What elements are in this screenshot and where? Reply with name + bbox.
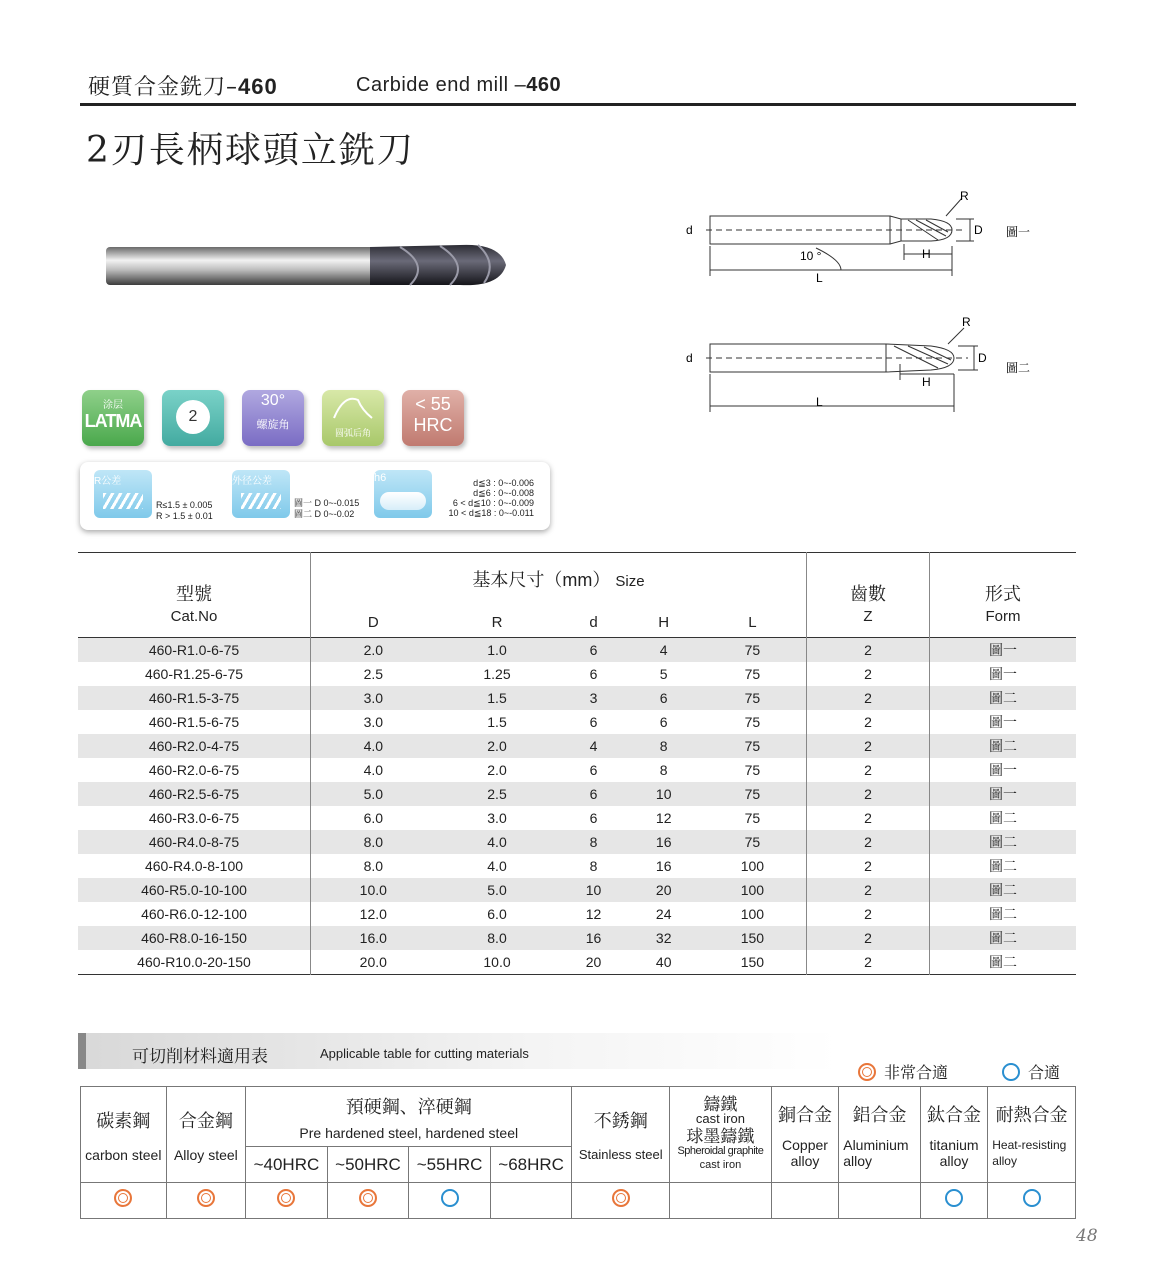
h6-tolerance-icon [374, 470, 432, 518]
table-cell: 6 [589, 810, 598, 826]
table-cell: 4 [558, 734, 628, 758]
hrc-68: ~68HRC [490, 1147, 572, 1183]
table-row [78, 926, 1076, 950]
hardness-unit: HRC [413, 415, 453, 435]
table-cell: 16 [558, 926, 628, 950]
table-cell: 5.0 [436, 878, 559, 902]
col-size-en: Size [615, 573, 645, 590]
hrc-55: ~55HRC [409, 1147, 491, 1183]
mat-carbon-cn: 碳素鋼 [96, 1110, 151, 1132]
table-cell: 460-R1.5-3-75 [78, 686, 311, 710]
col-z-en: Z [807, 607, 930, 638]
mat-alu-en [839, 1137, 920, 1169]
table-cell: 圖二 [930, 950, 1077, 975]
materials-title-en: Applicable table for cutting materials [320, 1046, 529, 1061]
table-cell: 6 [589, 714, 598, 730]
mat-heat-en1: Heat-resisting [992, 1137, 1067, 1152]
fig1-d-label: d [686, 223, 693, 237]
mat-alloy [166, 1087, 246, 1183]
fig2-L-label: L [816, 395, 823, 409]
table-cell: 2 [807, 662, 930, 686]
table-cell: 16 [629, 830, 699, 854]
od-tolerance-label: 外径公差 [232, 476, 272, 487]
materials-table [80, 1086, 1076, 1219]
suitability-cell [670, 1183, 772, 1219]
table-cell: 460-R6.0-12-100 [141, 906, 247, 922]
mat-carbon [81, 1087, 167, 1183]
table-row [78, 686, 1076, 710]
table-cell: 10.0 [483, 954, 511, 970]
table-cell: 12 [655, 810, 672, 826]
table-cell: 6 [589, 762, 598, 778]
table-row [78, 830, 1076, 854]
relief-angle-label: 圆弧后角 [334, 429, 371, 439]
h6-tolerance-label: h6 [374, 472, 387, 484]
header-title-en [356, 74, 561, 97]
table-cell: 2 [807, 926, 930, 950]
table-cell: 6 [558, 782, 628, 806]
col-catno-en: Cat.No [170, 608, 218, 625]
table-cell: 460-R4.0-8-100 [144, 858, 244, 874]
header-rule [80, 103, 1076, 106]
table-cell: 12.0 [311, 902, 436, 926]
table-cell: 2.5 [436, 782, 559, 806]
r-tolerance-icon [94, 470, 152, 518]
table-cell: 12 [585, 906, 602, 922]
table-cell: 8.0 [311, 854, 436, 878]
table-row [78, 854, 1076, 878]
table-row [78, 902, 1076, 926]
header-title-cn [88, 70, 278, 101]
od-tol-line-1: 圖一 D 0~-0.015 [294, 498, 360, 508]
table-cell: 4.0 [487, 858, 507, 874]
header-title-en-text: Carbide end mill – [356, 74, 527, 96]
table-cell: 75 [744, 810, 761, 826]
hrc-40: ~40HRC [246, 1147, 328, 1183]
suitability-cell [246, 1183, 328, 1219]
table-cell: 460-R5.0-10-100 [78, 878, 311, 902]
very-suitable-icon [197, 1189, 215, 1207]
materials-title-accent [78, 1033, 86, 1069]
table-cell: 75 [699, 638, 807, 663]
col-form-en: Form [930, 607, 1077, 638]
page-number: 48 [1076, 1226, 1098, 1246]
table-cell: 20.0 [311, 950, 436, 975]
suitability-cell [988, 1183, 1076, 1219]
h6-tol-line-2: d≦6 : 0~-0.008 [473, 488, 534, 498]
hardness-icon [402, 390, 464, 446]
table-cell: 6 [659, 714, 668, 730]
table-row [78, 878, 1076, 902]
suitable-icon [1023, 1189, 1041, 1207]
table-cell: 460-R2.5-6-75 [78, 782, 311, 806]
suitable-icon [945, 1189, 963, 1207]
mat-hardened-en: Pre hardened steel, hardened steel [299, 1124, 519, 1141]
page-title: 2刃長柄球頭立銑刀 [86, 130, 415, 171]
col-L: L [748, 613, 757, 631]
table-row [78, 710, 1076, 734]
col-size-cn: 基本尺寸（mm） [472, 570, 611, 590]
table-cell: 4.0 [311, 758, 436, 782]
mat-castiron-en1: cast iron [695, 1110, 745, 1126]
mat-copper-cn: 銅合金 [778, 1104, 832, 1126]
end-mill-photo [100, 235, 520, 295]
mat-ti-en1: titanium [929, 1136, 979, 1153]
mat-alloy-en: Alloy steel [173, 1146, 238, 1163]
mat-hardened [246, 1087, 572, 1147]
table-cell: 圖二 [930, 734, 1077, 758]
table-cell: 2 [807, 686, 930, 710]
table-cell: 8.0 [311, 830, 436, 854]
mat-alu-en2: alloy [843, 1152, 873, 1169]
header-model-cn: 460 [238, 74, 278, 99]
fig2-D-label: D [978, 351, 987, 365]
table-cell: 24 [655, 906, 672, 922]
mat-hardened-cn: 預硬鋼、淬硬鋼 [345, 1096, 472, 1118]
table-cell: 4.0 [436, 830, 559, 854]
mat-heat-en2: alloy [992, 1153, 1017, 1168]
fig1-L-label: L [816, 271, 823, 285]
table-cell: 460-R4.0-8-75 [78, 830, 311, 854]
table-row [78, 638, 1076, 663]
table-cell: 2.5 [311, 662, 436, 686]
h6-tol-line-1: d≦3 : 0~-0.006 [473, 478, 534, 488]
suitability-cell [409, 1183, 491, 1219]
table-cell: 460-R1.5-6-75 [148, 714, 240, 730]
fig1-H-label: H [922, 247, 931, 261]
mat-copper-en [772, 1137, 838, 1169]
fig1-D-label: D [974, 223, 983, 237]
table-cell: 75 [744, 714, 761, 730]
table-cell: 75 [744, 762, 761, 778]
table-cell: 75 [699, 686, 807, 710]
table-cell: 2 [807, 638, 930, 663]
suitability-cell [771, 1183, 838, 1219]
table-cell: 10.0 [311, 878, 436, 902]
table-row [78, 950, 1076, 975]
mat-aluminium [839, 1087, 921, 1183]
helix-angle-label: 螺旋角 [256, 418, 290, 431]
table-cell: 圖一 [930, 638, 1077, 663]
suitability-cell [572, 1183, 670, 1219]
table-cell: 圖一 [930, 662, 1077, 686]
table-cell: 75 [699, 782, 807, 806]
table-cell: 40 [655, 954, 672, 970]
table-cell: 16.0 [311, 926, 436, 950]
table-cell: 圖二 [930, 878, 1077, 902]
mat-alu-en1: Aluminium [843, 1136, 909, 1153]
table-cell: 75 [699, 734, 807, 758]
col-d: d [589, 613, 598, 631]
table-cell: 8 [659, 762, 668, 778]
fig2-d-label: d [686, 351, 693, 365]
col-R: R [491, 613, 503, 631]
table-cell: 2.0 [436, 734, 559, 758]
table-cell: 6.0 [487, 906, 507, 922]
very-suitable-icon [858, 1063, 876, 1081]
table-cell: 100 [740, 858, 765, 874]
header-title-cn-text: 硬質合金銑刀– [88, 75, 239, 100]
table-cell: 8 [589, 858, 598, 874]
r-tolerance-label: R公差 [94, 476, 122, 487]
very-suitable-icon [114, 1189, 132, 1207]
table-cell: 4 [629, 638, 699, 663]
table-cell: 1.25 [483, 666, 511, 682]
table-cell: 6 [558, 638, 628, 663]
od-tolerance-icon [232, 470, 290, 518]
table-cell: 8 [558, 830, 628, 854]
mat-heat-resisting [988, 1087, 1076, 1183]
table-row [78, 806, 1076, 830]
table-cell: 5.0 [311, 782, 436, 806]
table-row [78, 758, 1076, 782]
table-cell: 4.0 [311, 734, 436, 758]
table-cell: 2 [807, 782, 930, 806]
mat-castiron-cn2: 球墨鑄鐵 [686, 1126, 755, 1147]
table-cell: 2 [807, 758, 930, 782]
table-cell: 3.0 [311, 686, 436, 710]
table-cell: 6 [589, 666, 598, 682]
table-cell: 5 [659, 666, 668, 682]
table-cell: 圖二 [930, 806, 1077, 830]
h6-tol-line-3: 6 < d≦10 : 0~-0.009 [452, 498, 534, 508]
table-cell: 圖二 [930, 926, 1077, 950]
od-tol-line-2: 圖二 D 0~-0.02 [294, 509, 355, 519]
table-cell: 6 [629, 686, 699, 710]
table-cell: 2 [807, 806, 930, 830]
relief-curve-icon [322, 390, 384, 424]
materials-title-cn: 可切削材料適用表 [132, 1047, 268, 1067]
table-cell: 2 [807, 854, 930, 878]
table-cell: 1.0 [436, 638, 559, 663]
legend-very-suitable [858, 1060, 948, 1083]
h6-tol-line-4: 10 < d≦18 : 0~-0.011 [448, 508, 534, 518]
mat-stainless-en: Stainless steel [578, 1147, 663, 1162]
table-cell: 圖二 [930, 830, 1077, 854]
table-cell: 2 [807, 902, 930, 926]
very-suitable-icon [277, 1189, 295, 1207]
fig2-H-label: H [922, 375, 931, 389]
mat-heat-cn: 耐熱合金 [995, 1104, 1068, 1126]
spec-table [78, 552, 1076, 975]
table-cell: 16 [655, 858, 672, 874]
col-z-cn: 齒數 [807, 553, 930, 608]
mat-castiron-cn1: 鑄鐵 [703, 1094, 738, 1115]
suitability-cell [166, 1183, 246, 1219]
mat-ti-cn: 鈦合金 [927, 1104, 982, 1126]
flute-count-icon [162, 390, 224, 446]
table-cell: 6.0 [311, 806, 436, 830]
r-tol-line-1: R≤1.5 ± 0.005 [156, 500, 213, 510]
mat-castiron [670, 1087, 772, 1183]
coating-icon-top: 涂层 [103, 400, 123, 411]
flute-count-value: 2 [176, 400, 210, 434]
table-cell: 2 [807, 710, 930, 734]
legend-suitable [1002, 1060, 1060, 1083]
table-cell: 3.0 [311, 710, 436, 734]
fig2-r-label: R [962, 315, 971, 329]
table-cell: 460-R2.0-6-75 [148, 762, 240, 778]
fig2-caption: 圖二 [1006, 361, 1031, 375]
helix-angle-value: 30° [260, 392, 286, 409]
diagram-fig1 [676, 186, 1056, 286]
suitability-cell [81, 1183, 167, 1219]
col-H: H [658, 613, 670, 631]
table-cell: 20 [585, 954, 602, 970]
mat-carbon-en: carbon steel [85, 1146, 162, 1163]
table-cell: 圖二 [930, 902, 1077, 926]
table-cell: 460-R10.0-20-150 [137, 954, 251, 970]
table-cell: 460-R3.0-6-75 [148, 810, 240, 826]
fig1-r-label: R [960, 189, 969, 203]
table-cell: 20 [629, 878, 699, 902]
fig1-caption: 圖一 [1006, 225, 1031, 239]
mat-castiron-en2b: cast iron [699, 1158, 742, 1171]
table-cell: 10 [629, 782, 699, 806]
table-cell: 2 [807, 734, 930, 758]
table-cell: 75 [744, 666, 761, 682]
mat-stainless [572, 1087, 670, 1183]
legend-ok-label: 合適 [1028, 1063, 1061, 1082]
table-cell: 150 [699, 926, 807, 950]
suitability-cell [920, 1183, 987, 1219]
table-cell: 圖二 [930, 854, 1077, 878]
table-cell: 1.5 [487, 714, 507, 730]
tolerance-box [80, 462, 550, 530]
table-cell: 圖一 [930, 758, 1077, 782]
header-model-en: 460 [526, 74, 562, 96]
table-cell: 2.0 [487, 762, 507, 778]
coating-icon-main: LATMA [84, 411, 142, 431]
table-cell: 2.0 [311, 638, 436, 663]
mat-copper [771, 1087, 838, 1183]
fig1-angle-label: 10 ° [800, 249, 822, 263]
mat-ti-en2: alloy [939, 1152, 969, 1169]
col-form-cn: 形式 [930, 553, 1077, 608]
very-suitable-icon [612, 1189, 630, 1207]
col-catno-cn: 型號 [176, 584, 212, 604]
mat-castiron-en2a: Spheroidal graphite [677, 1144, 764, 1157]
table-cell: 圖一 [930, 710, 1077, 734]
mat-copper-en2: alloy [790, 1152, 820, 1169]
suitability-cell [490, 1183, 572, 1219]
table-cell: 3 [558, 686, 628, 710]
diagram-fig2 [676, 314, 1056, 414]
table-cell: 3.0 [487, 810, 507, 826]
col-size-header [311, 553, 807, 606]
table-cell: 460-R1.25-6-75 [144, 666, 244, 682]
table-cell: 8.0 [436, 926, 559, 950]
table-cell: 100 [740, 906, 765, 922]
mat-titanium [920, 1087, 987, 1183]
table-cell: 460-R2.0-4-75 [78, 734, 311, 758]
suitable-icon [441, 1189, 459, 1207]
hrc-50: ~50HRC [327, 1147, 409, 1183]
mat-alloy-cn: 合金鋼 [178, 1110, 233, 1132]
suitability-cell [839, 1183, 921, 1219]
table-cell: 32 [629, 926, 699, 950]
table-cell: 150 [740, 954, 765, 970]
table-cell: 460-R1.0-6-75 [78, 638, 311, 663]
hardness-value: < 55 [415, 394, 451, 414]
r-tol-line-2: R > 1.5 ± 0.01 [156, 511, 213, 521]
table-cell: 10 [558, 878, 628, 902]
table-cell: 2 [807, 950, 930, 975]
col-D: D [311, 607, 436, 638]
table-cell: 2 [807, 878, 930, 902]
helix-angle-icon [242, 390, 304, 446]
table-cell: 圖二 [930, 686, 1077, 710]
table-cell: 圖一 [930, 782, 1077, 806]
table-row [78, 782, 1076, 806]
coating-icon [82, 390, 144, 446]
mat-heat-en [988, 1137, 1075, 1169]
table-cell: 8 [629, 734, 699, 758]
mat-ti-en [921, 1137, 987, 1169]
table-cell: 2 [807, 830, 930, 854]
table-cell: 460-R8.0-16-150 [78, 926, 311, 950]
table-row [78, 662, 1076, 686]
mat-stainless-cn: 不銹鋼 [593, 1111, 648, 1132]
suitable-icon [1002, 1063, 1020, 1081]
very-suitable-icon [359, 1189, 377, 1207]
mat-copper-en1: Copper [782, 1136, 828, 1153]
mat-alu-cn: 鋁合金 [852, 1104, 907, 1126]
suitability-cell [327, 1183, 409, 1219]
table-cell: 100 [699, 878, 807, 902]
table-cell: 1.5 [436, 686, 559, 710]
table-cell: 75 [699, 830, 807, 854]
table-row [78, 734, 1076, 758]
legend-very-label: 非常合適 [884, 1063, 949, 1082]
relief-angle-icon [322, 390, 384, 446]
